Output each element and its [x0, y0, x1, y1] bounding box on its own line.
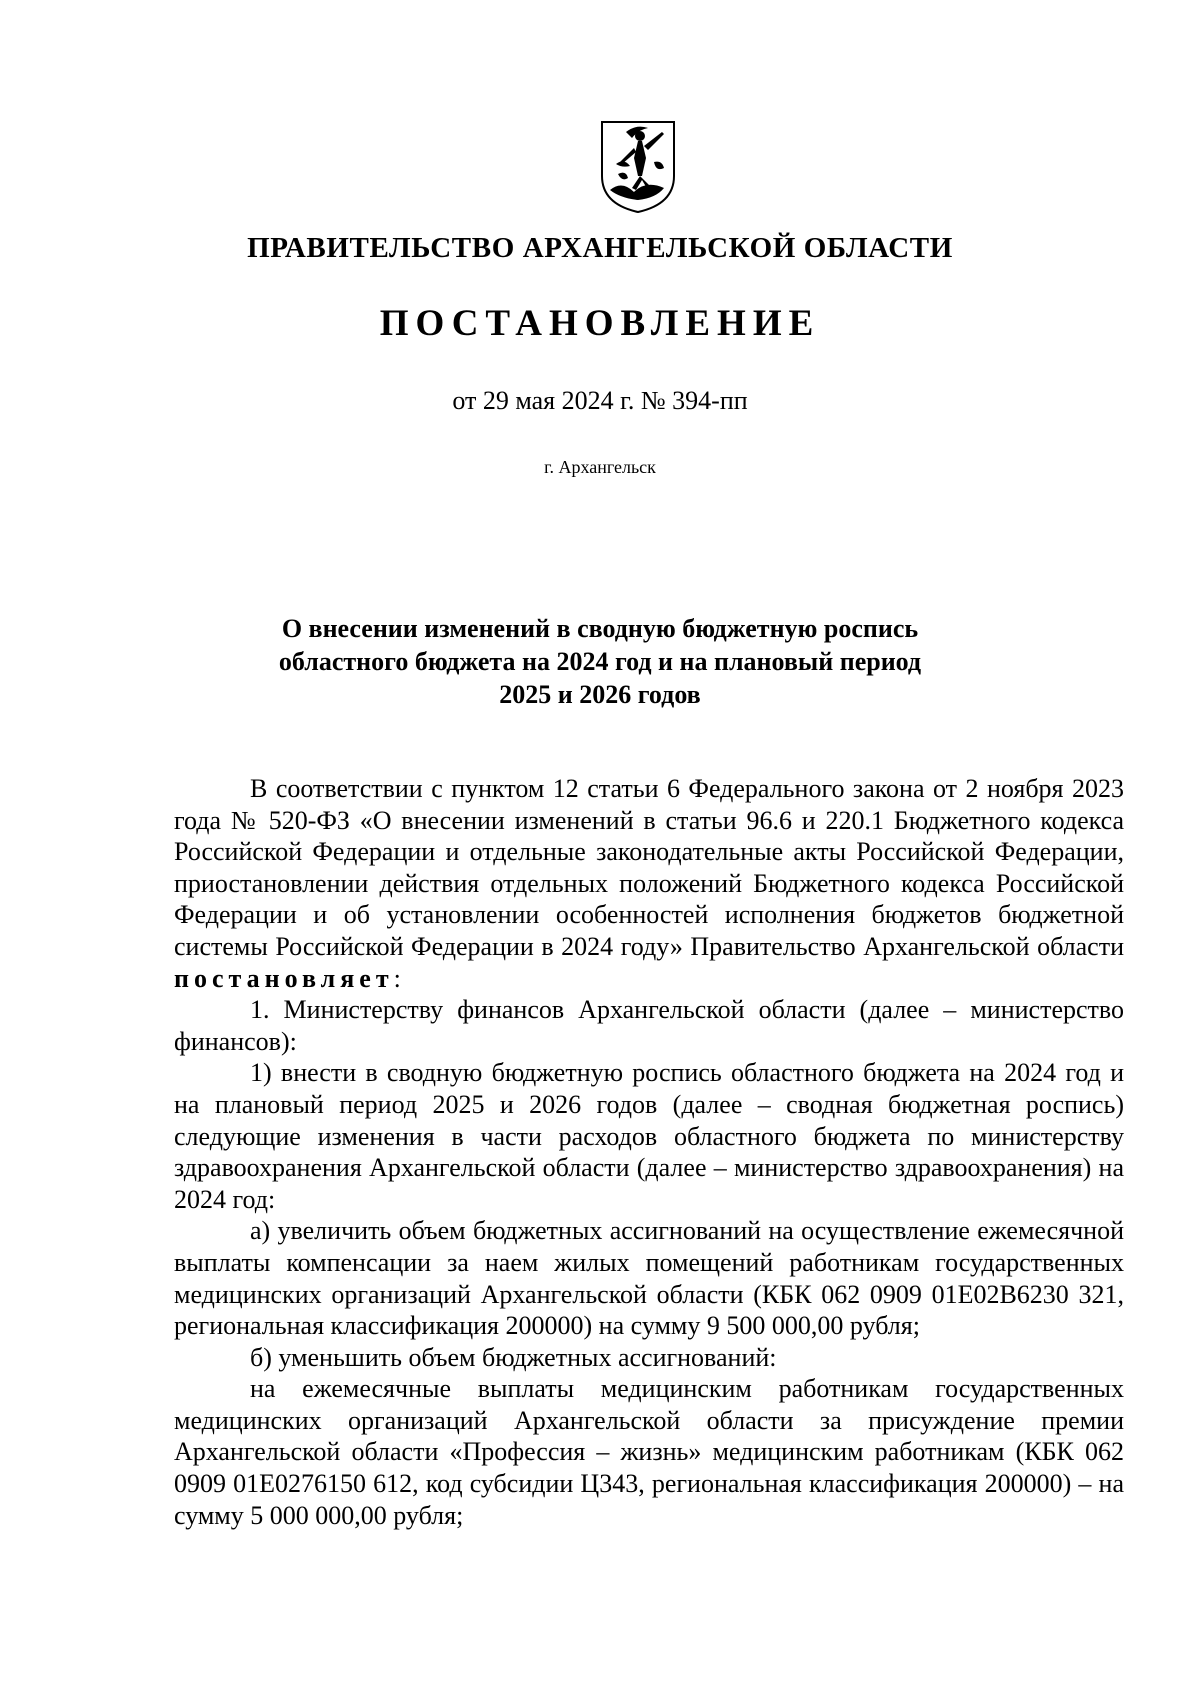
- city: г. Архангельск: [544, 457, 656, 477]
- title-line: О внесении изменений в сводную бюджетную роспись: [281, 614, 919, 643]
- paragraph-reduction-1: на ежемесячные выплаты медицинским работникам государственных медицинских организаций Архангельской области за присуждение премии Архангельской области «Профессия – жизнь» медицинским работникам (КБК 062 0909 01Е0276150 612, код субсидии Ц343, региональная классификация 200000) – на сумму 5 000 000,00 рубля;: [174, 1374, 1124, 1530]
- paragraph-subitem-1: 1) внести в сводную бюджетную роспись областного бюджета на 2024 год и на плановый период 2025 и 2026 годов (далее – сводная бюджетная роспись) следующие изменения в части расходов областного бюджета по министерству здравоохранения Архангельской области (далее – министерство здравоохранения) на 2024 год:: [174, 1058, 1124, 1214]
- paragraph-preamble: [174, 773, 1124, 994]
- document-type: ПОСТАНОВЛЕНИЕ: [379, 303, 821, 344]
- decree-keyword: постановляет: [174, 963, 394, 993]
- document-body: [174, 773, 1124, 1531]
- title-line: 2025 и 2026 годов: [499, 680, 701, 709]
- date-and-number: от 29 мая 2024 г. № 394-пп: [452, 386, 748, 415]
- coat-of-arms-emblem: [598, 118, 678, 214]
- document-title: [240, 612, 960, 711]
- paragraph-subitem-b: б) уменьшить объем бюджетных ассигнований:: [250, 1342, 777, 1372]
- preamble-colon: :: [393, 963, 401, 993]
- preamble-text: В соответствии с пунктом 12 статьи 6 Федерального закона от 2 ноября 2023 года № 520-ФЗ «О внесении изменений в статьи 96.6 и 220.1 Бюджетного кодекса Российской Федерации и отдельные законодательные акты Российской Федерации, приостановлении действия отдельных положений Бюджетного кодекса Российской Федерации и об установлении особенностей исполнения бюджетов бюджетной системы Российской Федерации в 2024 году» Правительство Архангельской области: [174, 774, 1124, 961]
- paragraph-subitem-a: а) увеличить объем бюджетных ассигнований на осуществление ежемесячной выплаты компенсации за наем жилых помещений работникам государственных медицинских организаций Архангельской области (КБК 062 0909 01Е02В6230 321, региональная классификация 200000) на сумму 9 500 000,00 рубля;: [174, 1216, 1124, 1341]
- paragraph-item-1: 1. Министерству финансов Архангельской области (далее – министерство финансов):: [174, 995, 1124, 1056]
- organization-name: ПРАВИТЕЛЬСТВО АРХАНГЕЛЬСКОЙ ОБЛАСТИ: [247, 232, 953, 264]
- title-line: областного бюджета на 2024 год и на плановый период: [278, 647, 922, 676]
